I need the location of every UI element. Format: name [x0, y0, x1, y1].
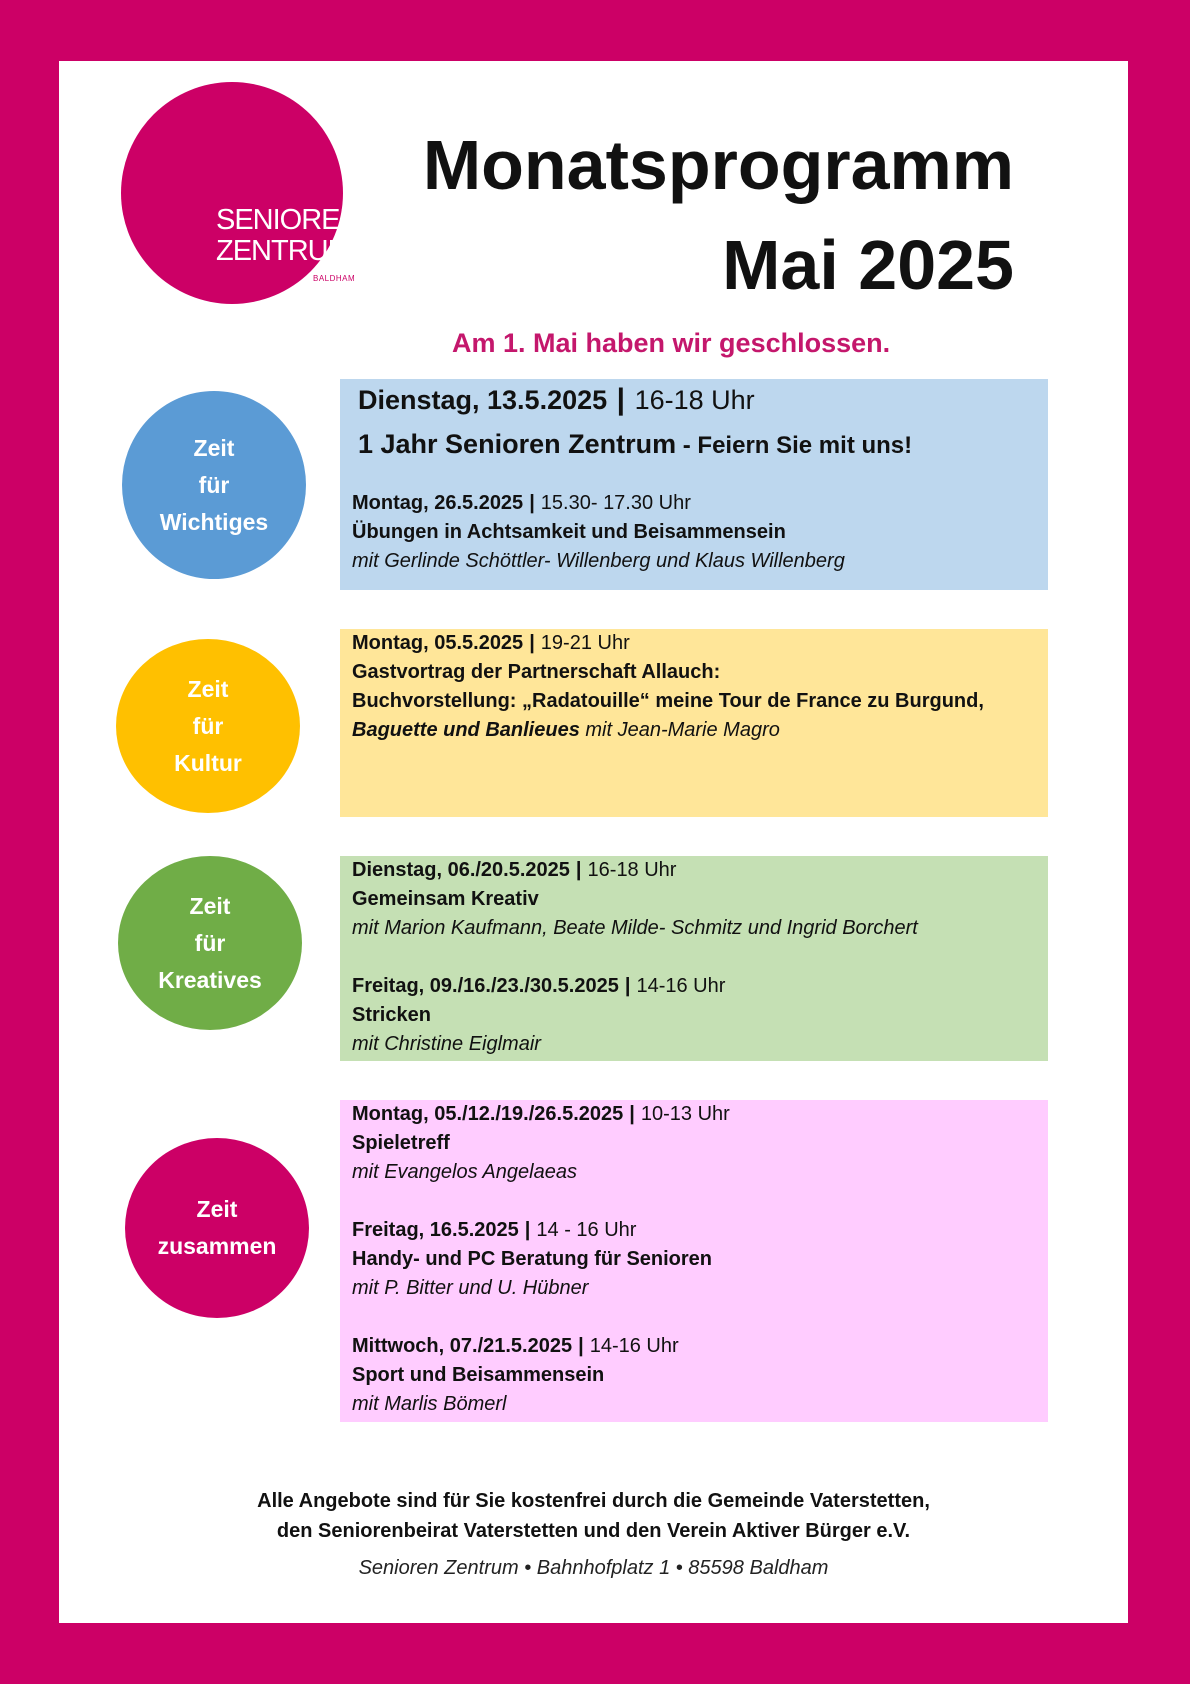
event-date: Dienstag, 13.5.2025	[358, 385, 608, 415]
event-date: Montag, 26.5.2025	[352, 492, 524, 514]
event-title: Stricken	[352, 1004, 431, 1026]
event-separator: |	[578, 1335, 584, 1357]
category-circle-kultur	[116, 639, 300, 813]
event-title: Sport und Beisammensein	[352, 1364, 605, 1386]
event-header	[352, 379, 1036, 421]
event-date: Mittwoch, 07./21.5.2025	[352, 1335, 573, 1357]
category-label: Zeit	[189, 892, 231, 919]
event-header	[352, 1100, 1036, 1129]
event-host: mit Marlis Bömerl	[352, 1393, 507, 1415]
footer-line2: den Seniorenbeirat Vaterstetten und den Verein Aktiver Bürger e.V.	[276, 1520, 911, 1542]
event-header	[352, 1216, 1036, 1245]
event-header	[352, 629, 1036, 658]
logo-circle	[121, 82, 343, 304]
event-tagline: - Feiern Sie mit uns!	[676, 432, 913, 459]
category-circle-zusammen	[125, 1138, 309, 1318]
page-title-line1: Monatsprogramm	[422, 126, 1014, 204]
event-title: 1 Jahr Senioren Zentrum	[358, 429, 677, 459]
event-header	[352, 856, 1036, 885]
event-time: 14-16 Uhr	[589, 1335, 679, 1357]
event-separator: |	[575, 859, 582, 881]
logo-line1: SENIOREN	[216, 204, 360, 236]
events-box-kultur	[340, 629, 1048, 817]
event-time: 16-18 Uhr	[587, 859, 677, 881]
event-title: Spieletreff	[352, 1132, 450, 1154]
event-time: 19-21 Uhr	[540, 632, 630, 654]
event-separator: |	[524, 1219, 531, 1241]
event-time: 10-13 Uhr	[640, 1103, 730, 1125]
event-separator: |	[624, 975, 631, 997]
event-time: 14 - 16 Uhr	[536, 1219, 637, 1241]
event-title: Buchvorstellung: „Radatouille“ meine Tour de France zu Burgund,	[352, 690, 984, 712]
event-title-italic: Baguette und Banlieues	[352, 719, 580, 741]
event-header	[352, 972, 1036, 1001]
category-label: für	[192, 712, 224, 739]
event-title-line	[352, 423, 1036, 467]
event-time: 14-16 Uhr	[636, 975, 726, 997]
event-title: Gastvortrag der Partnerschaft Allauch:	[352, 661, 721, 683]
event-host: mit Christine Eiglmair	[352, 1033, 541, 1055]
event-date: Montag, 05./12./19./26.5.2025	[352, 1103, 624, 1125]
event-host: mit Jean-Marie Magro	[579, 719, 780, 741]
event-host: mit Marion Kaufmann, Beate Milde- Schmitz und Ingrid Borchert	[352, 917, 918, 939]
event-time: 15.30- 17.30 Uhr	[540, 492, 691, 514]
event-time: 16-18 Uhr	[634, 385, 755, 415]
events-box-kreatives	[340, 856, 1048, 1061]
event-separator: |	[529, 632, 535, 654]
page-title-line2: Mai 2025	[722, 226, 1014, 304]
events-box-wichtiges	[340, 379, 1048, 590]
event-title	[352, 716, 1036, 745]
event-separator: |	[616, 383, 626, 416]
category-circle-wichtiges	[122, 391, 306, 579]
event-header	[352, 1332, 1036, 1361]
event-header	[352, 489, 1036, 518]
event-separator: |	[529, 492, 535, 514]
category-label: Kultur	[174, 749, 242, 776]
event-host: mit P. Bitter und U. Hübner	[352, 1277, 589, 1299]
category-label: Kreatives	[158, 966, 262, 993]
event-host: mit Evangelos Angelaeas	[352, 1161, 577, 1183]
closed-note: Am 1. Mai haben wir geschlossen.	[452, 328, 891, 358]
event-title: Übungen in Achtsamkeit und Beisammensein	[352, 521, 786, 543]
category-label: Zeit	[193, 434, 235, 461]
logo-small-text: BALDHAM	[313, 274, 356, 283]
category-circle-kreatives	[118, 856, 302, 1030]
category-label: für	[198, 471, 230, 498]
category-label: Zeit	[196, 1196, 238, 1222]
event-host: mit Gerlinde Schöttler- Willenberg und Klaus Willenberg	[352, 550, 845, 572]
event-separator: |	[629, 1103, 635, 1125]
category-label: zusammen	[157, 1233, 277, 1259]
category-label: Wichtiges	[159, 508, 269, 535]
category-label: Zeit	[187, 675, 229, 702]
event-date: Freitag, 09./16./23./30.5.2025	[352, 975, 619, 997]
footer-address: Senioren Zentrum • Bahnhofplatz 1 • 85598 Baldham	[358, 1557, 829, 1579]
events-box-zusammen	[340, 1100, 1048, 1422]
event-date: Freitag, 16.5.2025	[352, 1219, 519, 1241]
footer-line1: Alle Angebote sind für Sie kostenfrei durch die Gemeinde Vaterstetten,	[257, 1490, 930, 1512]
event-title: Gemeinsam Kreativ	[352, 888, 539, 910]
event-title: Handy- und PC Beratung für Senioren	[352, 1248, 713, 1270]
category-label: für	[194, 929, 226, 956]
logo-line2: ZENTRUM	[216, 235, 351, 267]
event-date: Dienstag, 06./20.5.2025	[352, 859, 570, 881]
event-date: Montag, 05.5.2025	[352, 632, 524, 654]
